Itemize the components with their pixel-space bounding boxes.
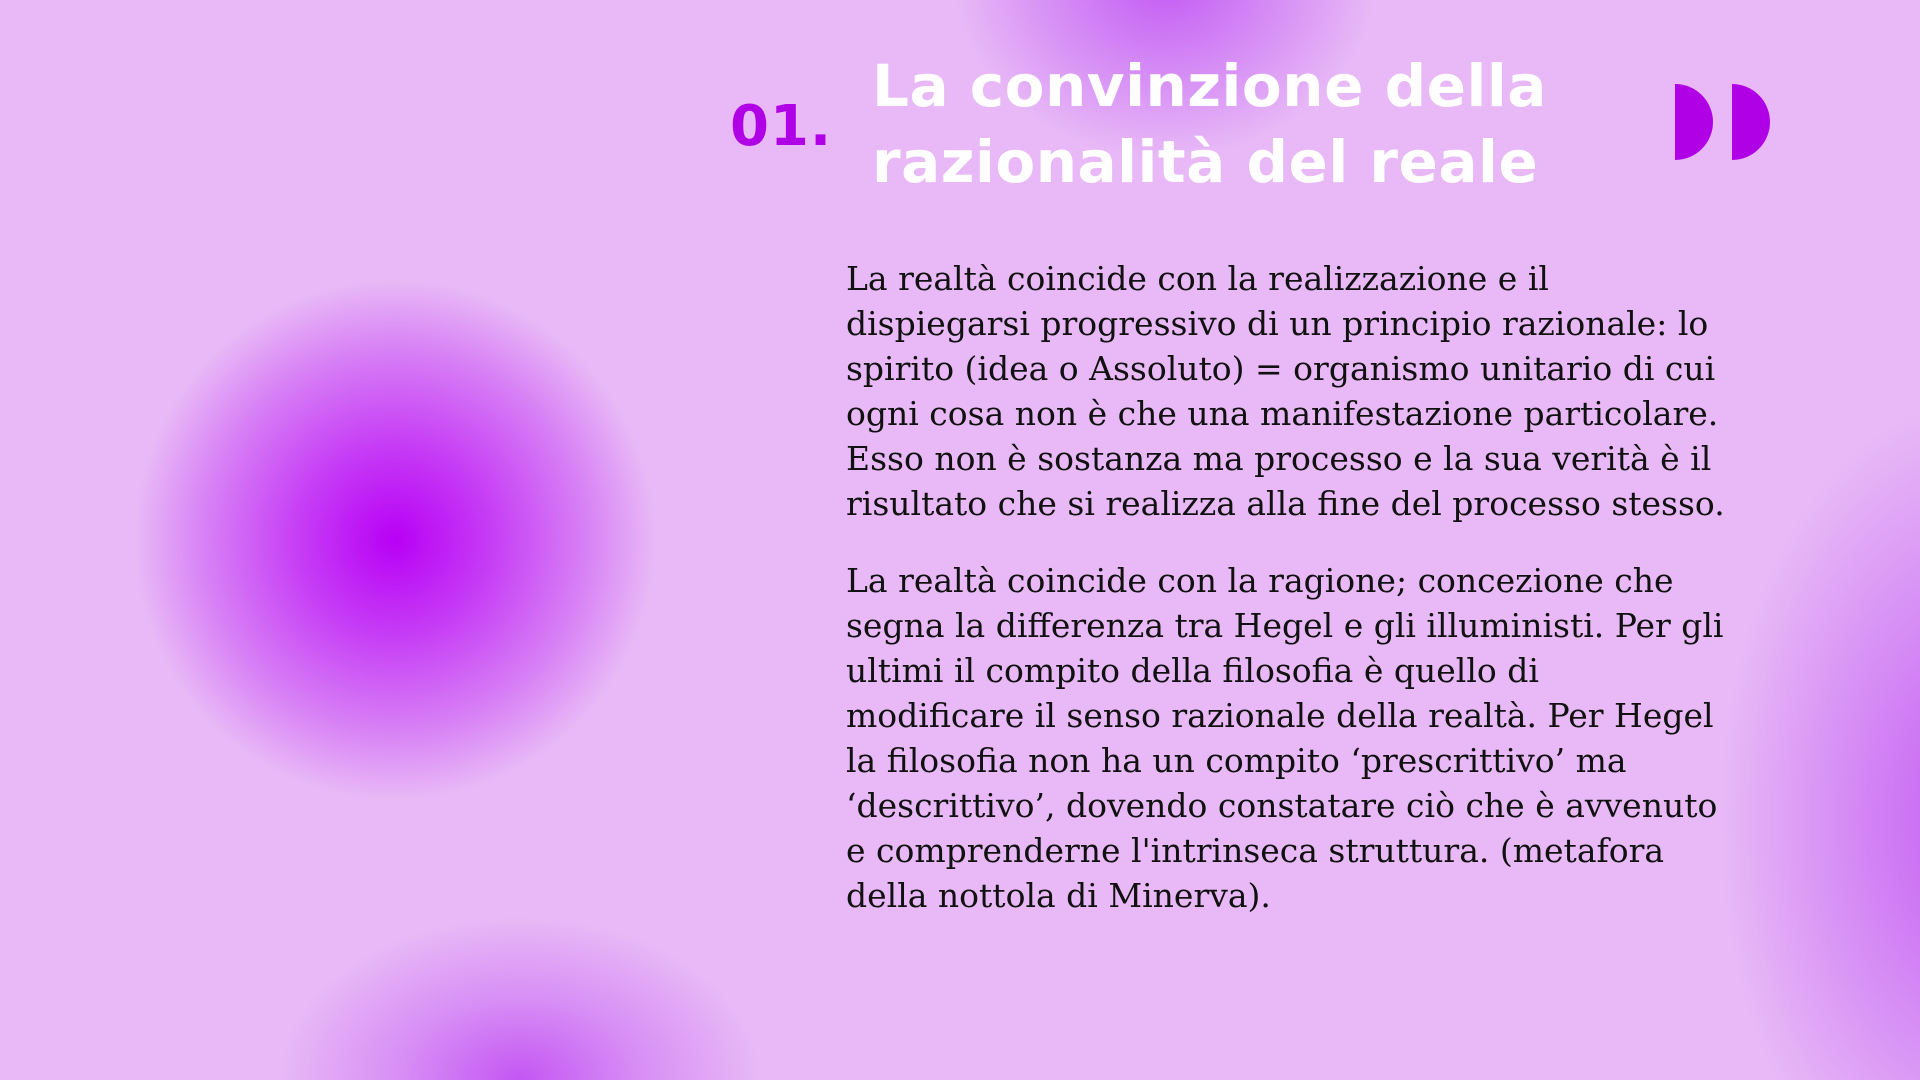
paragraph-2: La realtà coincide con la ragione; concezione che segna la differenza tra Hegel e gli illuministi. Per gli ultimi il compito della filosofia è quello di modificare il senso razionale della realtà. Per Hegel la filosofia non ha un compito ‘prescrittivo’ ma ‘descrittivo’, dovendo constatare ciò che è avvenuto e comprenderne l'intrinseca struttura. (metafora della nottola di Minerva). (846, 561, 1724, 915)
title-line-2: razionalità del reale (872, 128, 1539, 196)
body-text (846, 256, 1726, 950)
paragraph-1: La realtà coincide con la realizzazione e il dispiegarsi progressivo di un principio razionale: lo spirito (idea o Assoluto) = organismo unitario di cui ogni cosa non è che una manifestazione particolare. Esso non è sostanza ma processo e la sua verità è il risultato che si realizza alla fine del processo stesso. (846, 259, 1725, 523)
title-line-1: La convinzione della (872, 52, 1547, 120)
quote-mark-icon (1675, 84, 1771, 160)
section-number: 01. (730, 94, 833, 159)
slide-title (872, 48, 1632, 200)
